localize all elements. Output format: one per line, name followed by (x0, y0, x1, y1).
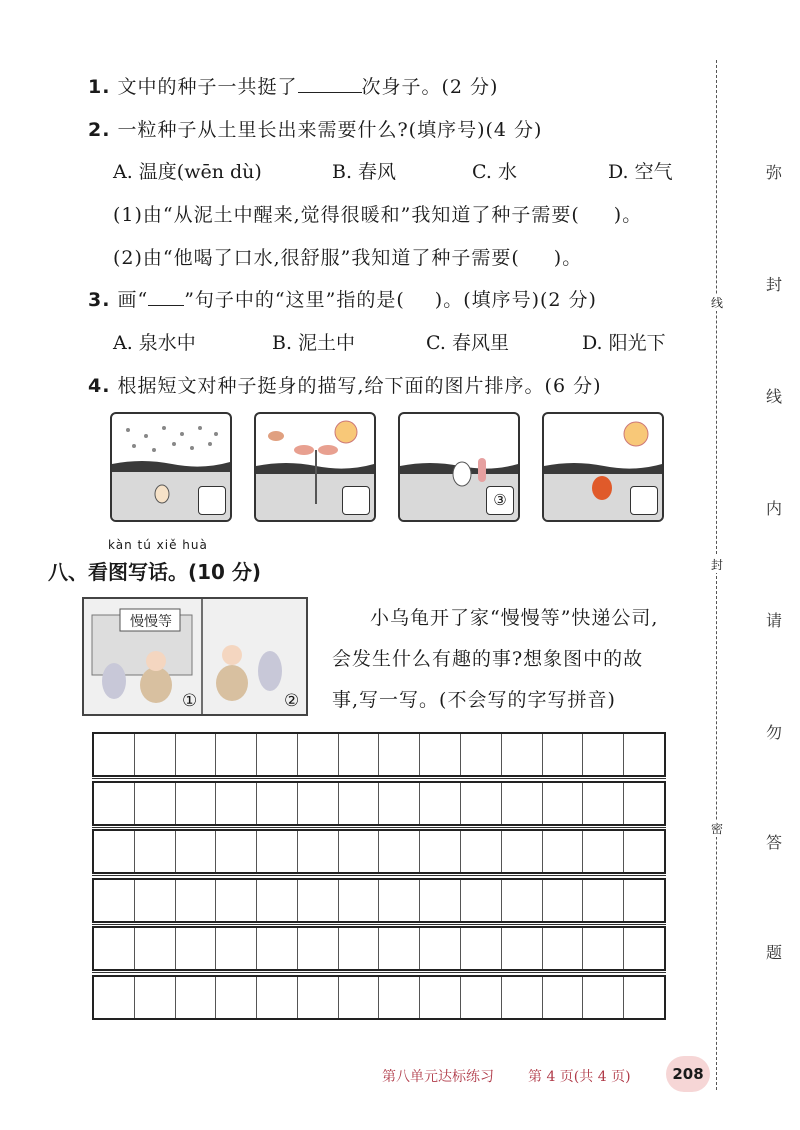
grid-cell[interactable] (176, 977, 217, 1018)
grid-cell[interactable] (461, 734, 502, 775)
grid-cell[interactable] (624, 880, 664, 921)
grid-cell[interactable] (298, 880, 339, 921)
answer-blank[interactable] (298, 78, 362, 93)
grid-cell[interactable] (298, 783, 339, 824)
grid-row[interactable] (92, 829, 666, 874)
prompt-line-1: 小乌龟开了家“慢慢等”快递公司, (370, 607, 659, 629)
binding-mark: 线 (711, 296, 724, 310)
page-number: 208 (672, 1065, 704, 1083)
grid-cell[interactable] (257, 928, 298, 969)
grid-cell[interactable] (502, 928, 543, 969)
grid-cell[interactable] (624, 831, 664, 872)
grid-cell[interactable] (379, 880, 420, 921)
grid-row[interactable] (92, 975, 666, 1020)
grid-cell[interactable] (94, 734, 135, 775)
grid-cell[interactable] (624, 783, 664, 824)
grid-cell[interactable] (543, 928, 584, 969)
grid-cell[interactable] (339, 783, 380, 824)
grid-cell[interactable] (257, 734, 298, 775)
grid-cell[interactable] (583, 734, 624, 775)
grid-cell[interactable] (583, 783, 624, 824)
order-box[interactable] (342, 486, 370, 515)
grid-cell[interactable] (94, 977, 135, 1018)
grid-cell[interactable] (420, 734, 461, 775)
grid-cell[interactable] (420, 783, 461, 824)
grid-cell[interactable] (216, 831, 257, 872)
sub-question-text: (1)由“从泥土中醒来,觉得很暖和”我知道了种子需要( (113, 204, 580, 226)
grid-cell[interactable] (379, 783, 420, 824)
prompt-line-2: 会发生什么有趣的事?想象图中的故 (332, 648, 644, 670)
option-b: B. 泥土中 (272, 332, 356, 354)
grid-cell[interactable] (298, 928, 339, 969)
grid-cell[interactable] (543, 880, 584, 921)
question-number: 2. (88, 119, 111, 141)
sub-question-end: )。 (613, 204, 643, 226)
grid-cell[interactable] (379, 734, 420, 775)
grid-cell[interactable] (176, 831, 217, 872)
sidebar-char: 答 (766, 833, 783, 852)
footer-unit: 第八单元达标练习 (382, 1069, 494, 1085)
grid-cell[interactable] (216, 783, 257, 824)
picture-label-2: ② (284, 691, 300, 711)
option-c: C. 春风里 (426, 332, 509, 354)
grid-cell[interactable] (94, 783, 135, 824)
order-box[interactable] (198, 486, 226, 515)
grid-cell[interactable] (583, 977, 624, 1018)
question-4 (88, 371, 602, 398)
grid-cell[interactable] (216, 928, 257, 969)
grid-cell[interactable] (583, 880, 624, 921)
grid-cell[interactable] (339, 880, 380, 921)
grid-cell[interactable] (94, 928, 135, 969)
grid-cell[interactable] (135, 880, 176, 921)
prompt-line-3: 事,写一写。(不会写的字写拼音) (332, 689, 616, 711)
row-separator-line (92, 875, 666, 876)
grid-cell[interactable] (624, 928, 664, 969)
grid-row[interactable] (92, 781, 666, 826)
order-box[interactable]: ③ (486, 486, 514, 515)
grid-cell[interactable] (624, 734, 664, 775)
grid-cell[interactable] (135, 783, 176, 824)
writing-prompt (332, 598, 704, 721)
option-a: A. 温度(wēn dù) (113, 161, 262, 183)
grid-cell[interactable] (502, 734, 543, 775)
grid-cell[interactable] (135, 977, 176, 1018)
sidebar-char: 线 (766, 387, 783, 406)
underline-mark (148, 291, 184, 306)
sidebar-char: 封 (766, 275, 783, 294)
row-separator-line (92, 778, 666, 779)
grid-cell[interactable] (298, 977, 339, 1018)
picture-label-1: ① (182, 691, 198, 711)
question-text-mid: ”句子中的“这里”指的是( (184, 289, 405, 311)
grid-cell[interactable] (624, 977, 664, 1018)
sub-question-end: )。 (553, 247, 583, 269)
row-separator-line (92, 924, 666, 925)
grid-cell[interactable] (583, 831, 624, 872)
question-2-sub-2 (113, 243, 582, 270)
sidebar-char: 内 (766, 499, 783, 518)
grid-cell[interactable] (135, 831, 176, 872)
grid-cell[interactable] (216, 734, 257, 775)
grid-cell[interactable] (298, 831, 339, 872)
grid-row[interactable] (92, 878, 666, 923)
grid-cell[interactable] (94, 831, 135, 872)
grid-cell[interactable] (461, 977, 502, 1018)
question-number: 4. (88, 375, 111, 397)
grid-cell[interactable] (420, 928, 461, 969)
sequence-picture-underground (398, 412, 520, 522)
grid-cell[interactable] (461, 831, 502, 872)
option-a: A. 泉水中 (113, 332, 196, 354)
grid-cell[interactable] (543, 734, 584, 775)
binding-mark: 封 (711, 558, 724, 572)
grid-cell[interactable] (135, 734, 176, 775)
grid-cell[interactable] (257, 977, 298, 1018)
grid-cell[interactable] (339, 734, 380, 775)
question-text: 一粒种子从土里长出来需要什么?(填序号)(4 分) (117, 119, 543, 141)
grid-cell[interactable] (298, 734, 339, 775)
grid-cell[interactable] (502, 977, 543, 1018)
grid-row[interactable] (92, 732, 666, 777)
section-title: 八、看图写话。(10 分) (48, 560, 262, 584)
grid-cell[interactable] (176, 928, 217, 969)
grid-cell[interactable] (257, 831, 298, 872)
row-separator-line (92, 972, 666, 973)
grid-cell[interactable] (543, 783, 584, 824)
grid-cell[interactable] (461, 880, 502, 921)
grid-cell[interactable] (216, 880, 257, 921)
grid-cell[interactable] (502, 831, 543, 872)
binding-mark: 密 (711, 822, 724, 836)
grid-cell[interactable] (461, 928, 502, 969)
shop-sign: 慢慢等 (130, 614, 172, 630)
grid-cell[interactable] (420, 880, 461, 921)
grid-cell[interactable] (420, 977, 461, 1018)
order-box[interactable] (630, 486, 658, 515)
grid-cell[interactable] (176, 734, 217, 775)
grid-cell[interactable] (502, 783, 543, 824)
grid-cell[interactable] (257, 783, 298, 824)
sidebar-char: 弥 (766, 163, 783, 182)
sidebar-char: 请 (766, 611, 783, 630)
grid-cell[interactable] (379, 831, 420, 872)
row-separator-line (92, 827, 666, 828)
option-b: B. 春风 (332, 161, 397, 183)
question-number: 3. (88, 289, 111, 311)
question-2 (88, 115, 542, 142)
title-pinyin: kàn tú xiě huà (108, 538, 208, 552)
grid-cell[interactable] (461, 783, 502, 824)
sequence-picture-sprout (254, 412, 376, 522)
grid-cell[interactable] (420, 831, 461, 872)
question-text: 画“ (117, 289, 149, 311)
grid-cell[interactable] (502, 880, 543, 921)
sidebar-char: 勿 (766, 723, 783, 742)
grid-cell[interactable] (257, 880, 298, 921)
grid-cell[interactable] (339, 928, 380, 969)
question-1 (88, 72, 498, 99)
grid-cell[interactable] (543, 977, 584, 1018)
sub-question-text: (2)由“他喝了口水,很舒服”我知道了种子需要( (113, 247, 520, 269)
grid-cell[interactable] (543, 831, 584, 872)
question-3 (88, 285, 597, 312)
grid-cell[interactable] (135, 928, 176, 969)
sequence-picture-sun (542, 412, 664, 522)
grid-cell[interactable] (583, 928, 624, 969)
question-number: 1. (88, 76, 111, 98)
grid-cell[interactable] (379, 977, 420, 1018)
grid-cell[interactable] (216, 977, 257, 1018)
question-text-end: )。(填序号)(2 分) (434, 289, 597, 311)
grid-cell[interactable] (176, 783, 217, 824)
picture-writing-illustration (82, 597, 308, 716)
question-text-end: 次身子。(2 分) (361, 76, 499, 98)
option-d: D. 空气 (608, 161, 673, 183)
question-text: 根据短文对种子挺身的描写,给下面的图片排序。(6 分) (117, 375, 602, 397)
binding-dashed-line (716, 60, 717, 1090)
option-c: C. 水 (472, 161, 517, 183)
grid-cell[interactable] (176, 880, 217, 921)
grid-cell[interactable] (94, 880, 135, 921)
page-number-badge (666, 1056, 710, 1092)
grid-cell[interactable] (339, 831, 380, 872)
footer-page: 第 4 页(共 4 页) (528, 1069, 631, 1085)
grid-row[interactable] (92, 926, 666, 971)
grid-cell[interactable] (379, 928, 420, 969)
question-2-sub-1 (113, 200, 642, 227)
sidebar-char: 题 (766, 943, 783, 962)
option-d: D. 阳光下 (582, 332, 666, 354)
question-text: 文中的种子一共挺了 (117, 76, 298, 98)
grid-cell[interactable] (339, 977, 380, 1018)
sequence-picture-rain (110, 412, 232, 522)
